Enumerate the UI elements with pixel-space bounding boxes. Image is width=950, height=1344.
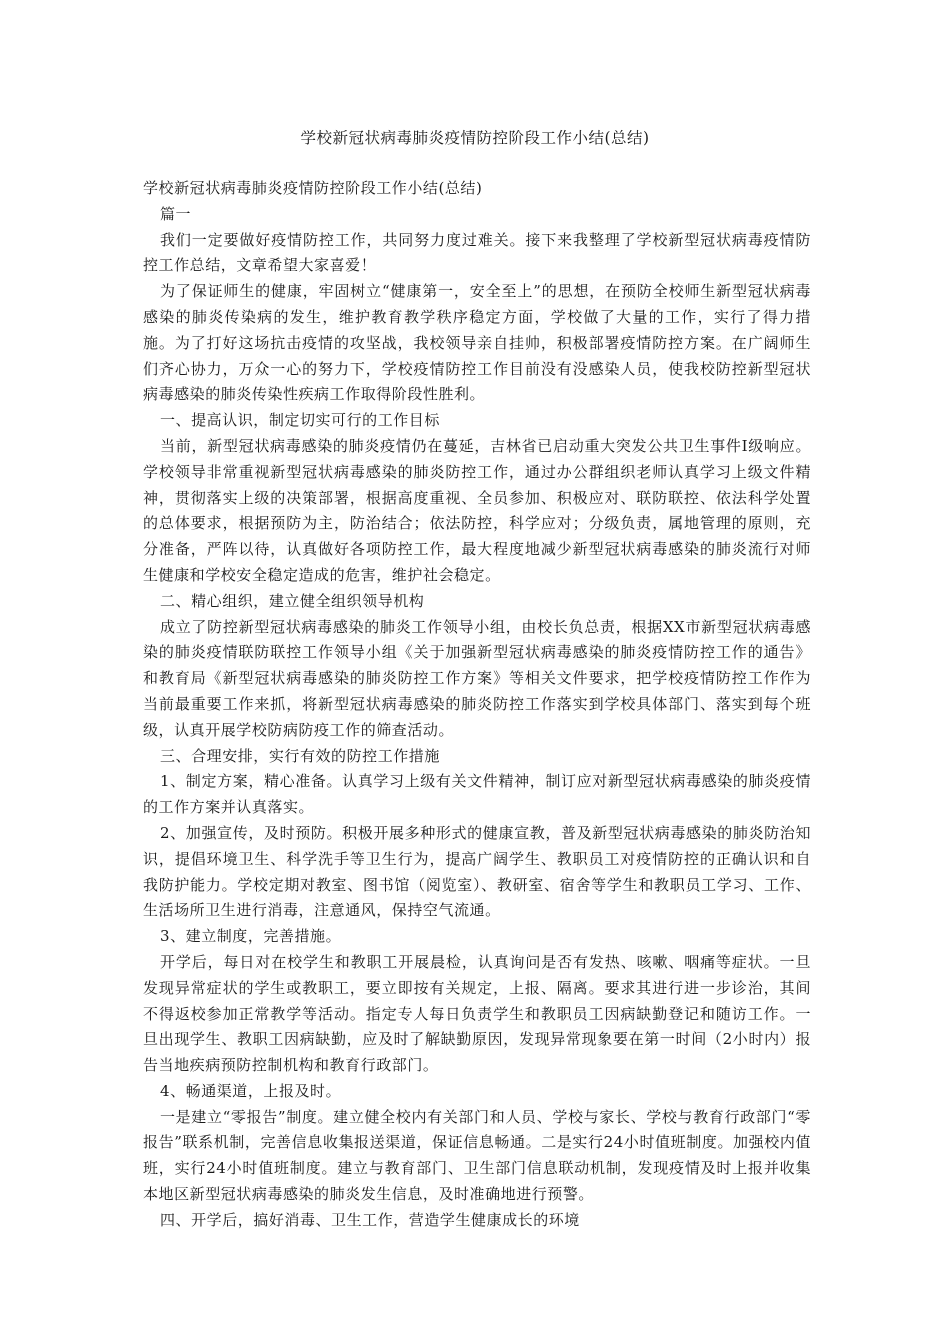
subsection-heading: 3、建立制度，完善措施。	[160, 927, 342, 946]
document-body	[143, 176, 811, 1234]
doc-heading: 学校新冠状病毒肺炎疫情防控阶段工作小结(总结)	[143, 179, 483, 197]
paragraph: 当前，新型冠状病毒感染的肺炎疫情仍在蔓延，吉林省已启动重大突发公共卫生事件Ⅰ级响应。学校领导非常重视新型冠状病毒感染的肺炎防控工作，通过办公群组织老师认真学习上级文件精神，贯彻落实上级的决策部署，根据高度重视、全员参加、积极应对、联防联控、依法科学处置的总体要求，根据预防为主，防治结合；依法防控，科学应对；分级负责，属地管理的原则，充分准备，严阵以待，认真做好各项防控工作，最大程度地减少新型冠状病毒感染的肺炎流行对师生健康和学校安全稳定造成的危害，维护社会稳定。	[143, 436, 811, 584]
paragraph: 为了保证师生的健康，牢固树立“健康第一，安全至上”的思想，在预防全校师生新型冠状病毒感染的肺炎传染病的发生，维护教育教学秩序稳定方面，学校做了大量的工作，实行了得力措施。为了打好这场抗击疫情的攻坚战，我校领导亲自挂帅，积极部署疫情防控方案。在广阔师生们齐心协力，万众一心的努力下，学校疫情防控工作目前没有没感染人员，使我校防控新型冠状病毒感染的肺炎传染性疾病工作取得阶段性胜利。	[143, 282, 811, 404]
subsection-heading: 4、畅通渠道，上报及时。	[160, 1081, 342, 1100]
paragraph: 成立了防控新型冠状病毒感染的肺炎工作领导小组，由校长负总责，根据XX市新型冠状病毒感染的肺炎疫情联防联控工作领导小组《关于加强新型冠状病毒感染的肺炎疫情防控工作的通告》和教育局《新型冠状病毒感染的肺炎防控工作方案》等相关文件要求，把学校疫情防控工作作为当前最重要工作来抓，将新型冠状病毒感染的肺炎防控工作落实到学校具体部门、落实到每个班级，认真开展学校防病防疫工作的筛查活动。	[143, 617, 811, 739]
section-label: 篇一	[160, 204, 192, 223]
section-heading: 四、开学后，搞好消毒、卫生工作，营造学生健康成长的环境	[160, 1210, 580, 1229]
page-title: 学校新冠状病毒肺炎疫情防控阶段工作小结(总结)	[300, 129, 650, 147]
section-heading: 一、提高认识，制定切实可行的工作目标	[160, 411, 440, 430]
paragraph: 一是建立“零报告”制度。建立健全校内有关部门和人员、学校与家长、学校与教育行政部门“零报告”联系机制，完善信息收集报送渠道，保证信息畅通。二是实行24小时值班制度。加强校内值班，实行24小时值班制度。建立与教育部门、卫生部门信息联动机制，发现疫情及时上报并收集本地区新型冠状病毒感染的肺炎发生信息，及时准确地进行预警。	[143, 1107, 811, 1204]
paragraph: 1、制定方案，精心准备。认真学习上级有关文件精神，制订应对新型冠状病毒感染的肺炎疫情的工作方案并认真落实。	[143, 772, 811, 817]
paragraph: 开学后，每日对在校学生和教职工开展晨检，认真询问是否有发热、咳嗽、咽痛等症状。一旦发现异常症状的学生或教职工，要立即按有关规定，上报、隔离。要求其进行进一步诊治，其间不得返校参加正常教学等活动。指定专人每日负责学生和教职员工因病缺勤登记和随访工作。一旦出现学生、教职工因病缺勤，应及时了解缺勤原因，发现异常现象要在第一时间（2小时内）报告当地疾病预防控制机构和教育行政部门。	[143, 952, 811, 1075]
section-heading: 三、合理安排，实行有效的防控工作措施	[160, 746, 440, 765]
section-heading: 二、精心组织，建立健全组织领导机构	[160, 591, 425, 610]
paragraph: 我们一定要做好疫情防控工作，共同努力度过难关。接下来我整理了学校新型冠状病毒疫情防控工作总结，文章希望大家喜爱！	[143, 230, 811, 275]
paragraph: 2、加强宣传，及时预防。积极开展多种形式的健康宣教，普及新型冠状病毒感染的肺炎防治知识，提倡环境卫生、科学洗手等卫生行为，提高广阔学生、教职员工对疫情防控的正确认识和自我防护能力。学校定期对教室、图书馆（阅览室）、教研室、宿舍等学生和教职员工学习、工作、生活场所卫生进行消毒，注意通风，保持空气流通。	[143, 823, 811, 920]
